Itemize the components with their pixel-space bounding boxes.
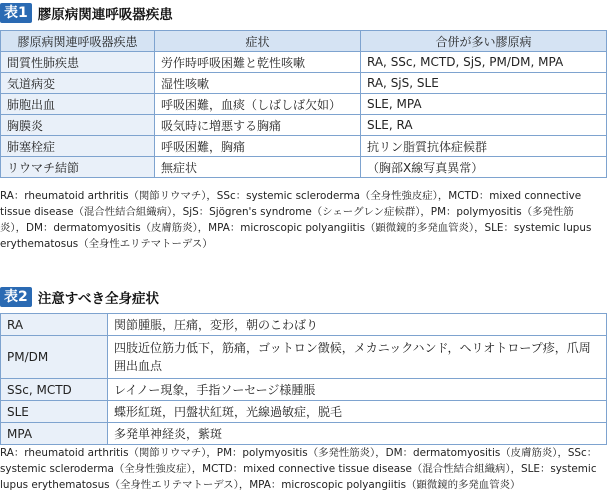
table1-heading: [0, 3, 173, 23]
footnote-line: RA：rheumatoid arthritis（関節リウマチ），SSc：systemic scleroderma（全身性強皮症），MCTD：mixed connective: [0, 190, 582, 202]
symptom-cell: 湿性咳嗽: [155, 73, 361, 94]
symptom-cell: 呼吸困難，胸痛: [155, 136, 361, 157]
symptom-cell: 関節腫脹，圧痛，変形，朝のこわばり: [108, 314, 607, 336]
table2-title: 注意すべき全身症状: [37, 291, 159, 307]
table1-tag: 表1: [0, 3, 32, 23]
table1-header-cell: 症状: [155, 31, 361, 52]
symptom-cell: 四肢近位筋力低下，筋痛，ゴットロン徴候，メカニックハンド，ヘリオトロープ疹，爪周囲出血点: [108, 336, 607, 379]
table1-footnote: [0, 188, 606, 252]
collagen-disease-cell: SLE, RA: [361, 115, 607, 136]
table-row: [1, 423, 607, 445]
disease-cell: 気道病変: [1, 73, 155, 94]
table-row: [1, 52, 607, 73]
symptom-cell: 多発単神経炎，紫斑: [108, 423, 607, 445]
table-row: [1, 379, 607, 401]
table-row: [1, 136, 607, 157]
collagen-disease-cell: SLE, MPA: [361, 94, 607, 115]
collagen-disease-cell: RA, SjS, SLE: [361, 73, 607, 94]
table2-footnote: [0, 445, 606, 493]
footnote-line: tissue disease（混合性結合組織病），SjS：Sjögren's syndrome（シェーグレン症候群），PM：polymyositis（多発性筋: [0, 206, 574, 218]
table-row: [1, 94, 607, 115]
footnote-line: 炎），DM：dermatomyositis（皮膚筋炎），MPA：microscopic polyangiitis（顕微鏡的多発血管炎），SLE：systemic lupus: [0, 222, 592, 234]
disease-label-cell: SSc, MCTD: [1, 379, 108, 401]
disease-label-cell: SLE: [1, 401, 108, 423]
symptom-cell: 労作時呼吸困難と乾性咳嗽: [155, 52, 361, 73]
table2-tag: 表2: [0, 287, 32, 307]
table1-title: 膠原病関連呼吸器疾患: [37, 7, 173, 23]
collagen-disease-cell: 抗リン脂質抗体症候群: [361, 136, 607, 157]
symptom-cell: 吸気時に増悪する胸痛: [155, 115, 361, 136]
disease-label-cell: MPA: [1, 423, 108, 445]
symptom-cell: 呼吸困難，血痰（しばしば欠如）: [155, 94, 361, 115]
disease-cell: リウマチ結節: [1, 157, 155, 178]
table1-header-cell: 膠原病関連呼吸器疾患: [1, 31, 155, 52]
footnote-line: erythematosus（全身性エリテマトーデス）: [0, 238, 213, 250]
table-row: [1, 115, 607, 136]
table1-header-row: [1, 31, 607, 52]
footnote-line: RA：rheumatoid arthritis（関節リウマチ），PM：polymyositis（多発性筋炎），DM：dermatomyositis（皮膚筋炎），SSc：: [0, 447, 598, 459]
table-row: [1, 401, 607, 423]
table2-heading: [0, 287, 159, 307]
disease-label-cell: PM/DM: [1, 336, 108, 379]
symptom-cell: レイノー現象，手指ソーセージ様腫脹: [108, 379, 607, 401]
disease-cell: 肺胞出血: [1, 94, 155, 115]
table2: [0, 313, 607, 445]
disease-label-cell: RA: [1, 314, 108, 336]
table-row: [1, 157, 607, 178]
disease-cell: 間質性肺疾患: [1, 52, 155, 73]
disease-cell: 胸膜炎: [1, 115, 155, 136]
table-row: [1, 314, 607, 336]
symptom-cell: 蝶形紅斑，円盤状紅斑，光線過敏症，脱毛: [108, 401, 607, 423]
table1-header-cell: 合併が多い膠原病: [361, 31, 607, 52]
table-row: [1, 73, 607, 94]
disease-cell: 肺塞栓症: [1, 136, 155, 157]
collagen-disease-cell: RA, SSc, MCTD, SjS, PM/DM, MPA: [361, 52, 607, 73]
collagen-disease-cell: （胸部X線写真異常）: [361, 157, 607, 178]
table1: [0, 30, 607, 178]
table-row: [1, 336, 607, 379]
footnote-line: systemic scleroderma（全身性強皮症），MCTD：mixed connective tissue disease（混合性結合組織病），SLE：systemic: [0, 463, 597, 475]
footnote-line: lupus erythematosus（全身性エリテマトーデス），MPA：microscopic polyangiitis（顕微鏡的多発血管炎）: [0, 479, 521, 491]
symptom-cell: 無症状: [155, 157, 361, 178]
